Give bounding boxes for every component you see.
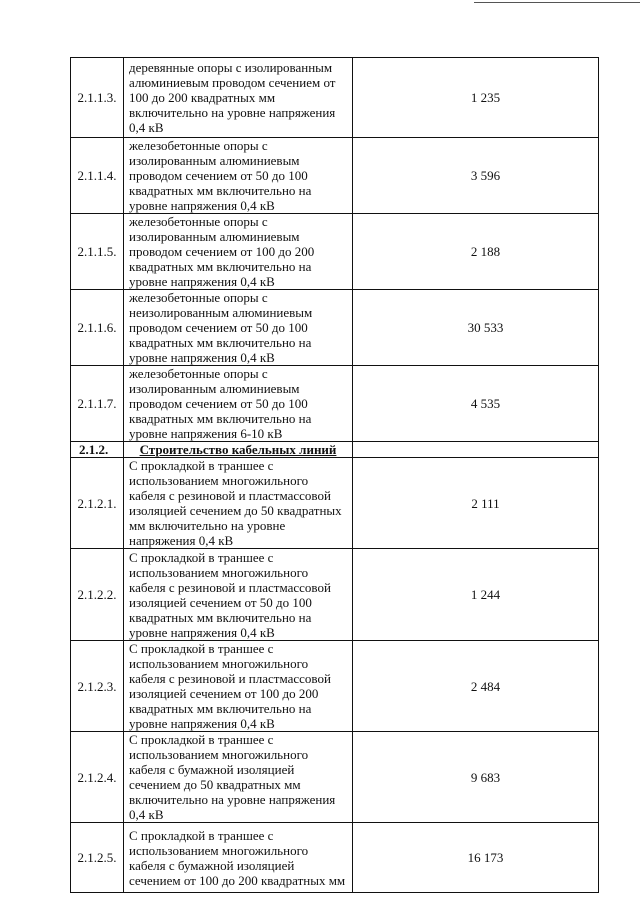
row-number: 2.1.1.4. bbox=[71, 138, 124, 214]
row-value: 1 235 bbox=[353, 58, 599, 138]
table-row bbox=[71, 138, 599, 214]
row-description: С прокладкой в траншее с использованием многожильного кабеля с бумажной изоляцией сечением до 50 квадратных мм включительно на уровне напряжения 0,4 кВ bbox=[124, 732, 353, 823]
row-number: 2.1.2.5. bbox=[71, 823, 124, 893]
row-number: 2.1.2.2. bbox=[71, 549, 124, 641]
row-value: 16 173 bbox=[353, 823, 599, 893]
section-number: 2.1.2. bbox=[71, 442, 124, 458]
scan-edge-line bbox=[474, 2, 640, 3]
table-row bbox=[71, 214, 599, 290]
row-value: 2 188 bbox=[353, 214, 599, 290]
row-number: 2.1.1.6. bbox=[71, 290, 124, 366]
row-number: 2.1.1.7. bbox=[71, 366, 124, 442]
table-row bbox=[71, 549, 599, 641]
row-value: 9 683 bbox=[353, 732, 599, 823]
row-number: 2.1.2.4. bbox=[71, 732, 124, 823]
table-row bbox=[71, 641, 599, 732]
row-description: железобетонные опоры с неизолированным алюминиевым проводом сечением от 50 до 100 квадратных мм включительно на уровне напряжения 0,4 кВ bbox=[124, 290, 353, 366]
row-value: 2 484 bbox=[353, 641, 599, 732]
table-row bbox=[71, 58, 599, 138]
table-row bbox=[71, 732, 599, 823]
row-value: 30 533 bbox=[353, 290, 599, 366]
rates-table bbox=[70, 57, 599, 893]
row-description: железобетонные опоры с изолированным алюминиевым проводом сечением от 100 до 200 квадратных мм включительно на уровне напряжения 0,4 кВ bbox=[124, 214, 353, 290]
section-value bbox=[353, 442, 599, 458]
row-value: 4 535 bbox=[353, 366, 599, 442]
row-number: 2.1.2.3. bbox=[71, 641, 124, 732]
row-value: 2 111 bbox=[353, 458, 599, 549]
row-description: С прокладкой в траншее с использованием многожильного кабеля с резиновой и пластмассовой изоляцией сечением от 100 до 200 квадратных мм включительно на уровне напряжения 0,4 кВ bbox=[124, 641, 353, 732]
row-description: железобетонные опоры с изолированным алюминиевым проводом сечением от 50 до 100 квадратных мм включительно на уровне напряжения 0,4 кВ bbox=[124, 138, 353, 214]
row-value: 1 244 bbox=[353, 549, 599, 641]
table-row bbox=[71, 823, 599, 893]
table-row bbox=[71, 366, 599, 442]
row-description: железобетонные опоры с изолированным алюминиевым проводом сечением от 50 до 100 квадратных мм включительно на уровне напряжения 6-10 кВ bbox=[124, 366, 353, 442]
section-title: Строительство кабельных линий bbox=[124, 442, 353, 458]
table-row bbox=[71, 290, 599, 366]
row-description: С прокладкой в траншее с использованием многожильного кабеля с резиновой и пластмассовой изоляцией сечением от 50 до 100 квадратных мм включительно на уровне напряжения 0,4 кВ bbox=[124, 549, 353, 641]
row-description: деревянные опоры с изолированным алюминиевым проводом сечением от 100 до 200 квадратных мм включительно на уровне напряжения 0,4 кВ bbox=[124, 58, 353, 138]
row-number: 2.1.2.1. bbox=[71, 458, 124, 549]
row-description: С прокладкой в траншее с использованием многожильного кабеля с резиновой и пластмассовой изоляцией сечением до 50 квадратных мм включительно на уровне напряжения 0,4 кВ bbox=[124, 458, 353, 549]
table-row bbox=[71, 458, 599, 549]
row-value: 3 596 bbox=[353, 138, 599, 214]
section-heading-row bbox=[71, 442, 599, 458]
row-number: 2.1.1.5. bbox=[71, 214, 124, 290]
row-number: 2.1.1.3. bbox=[71, 58, 124, 138]
row-description: С прокладкой в траншее с использованием многожильного кабеля с бумажной изоляцией сечением от 100 до 200 квадратных мм bbox=[124, 823, 353, 893]
